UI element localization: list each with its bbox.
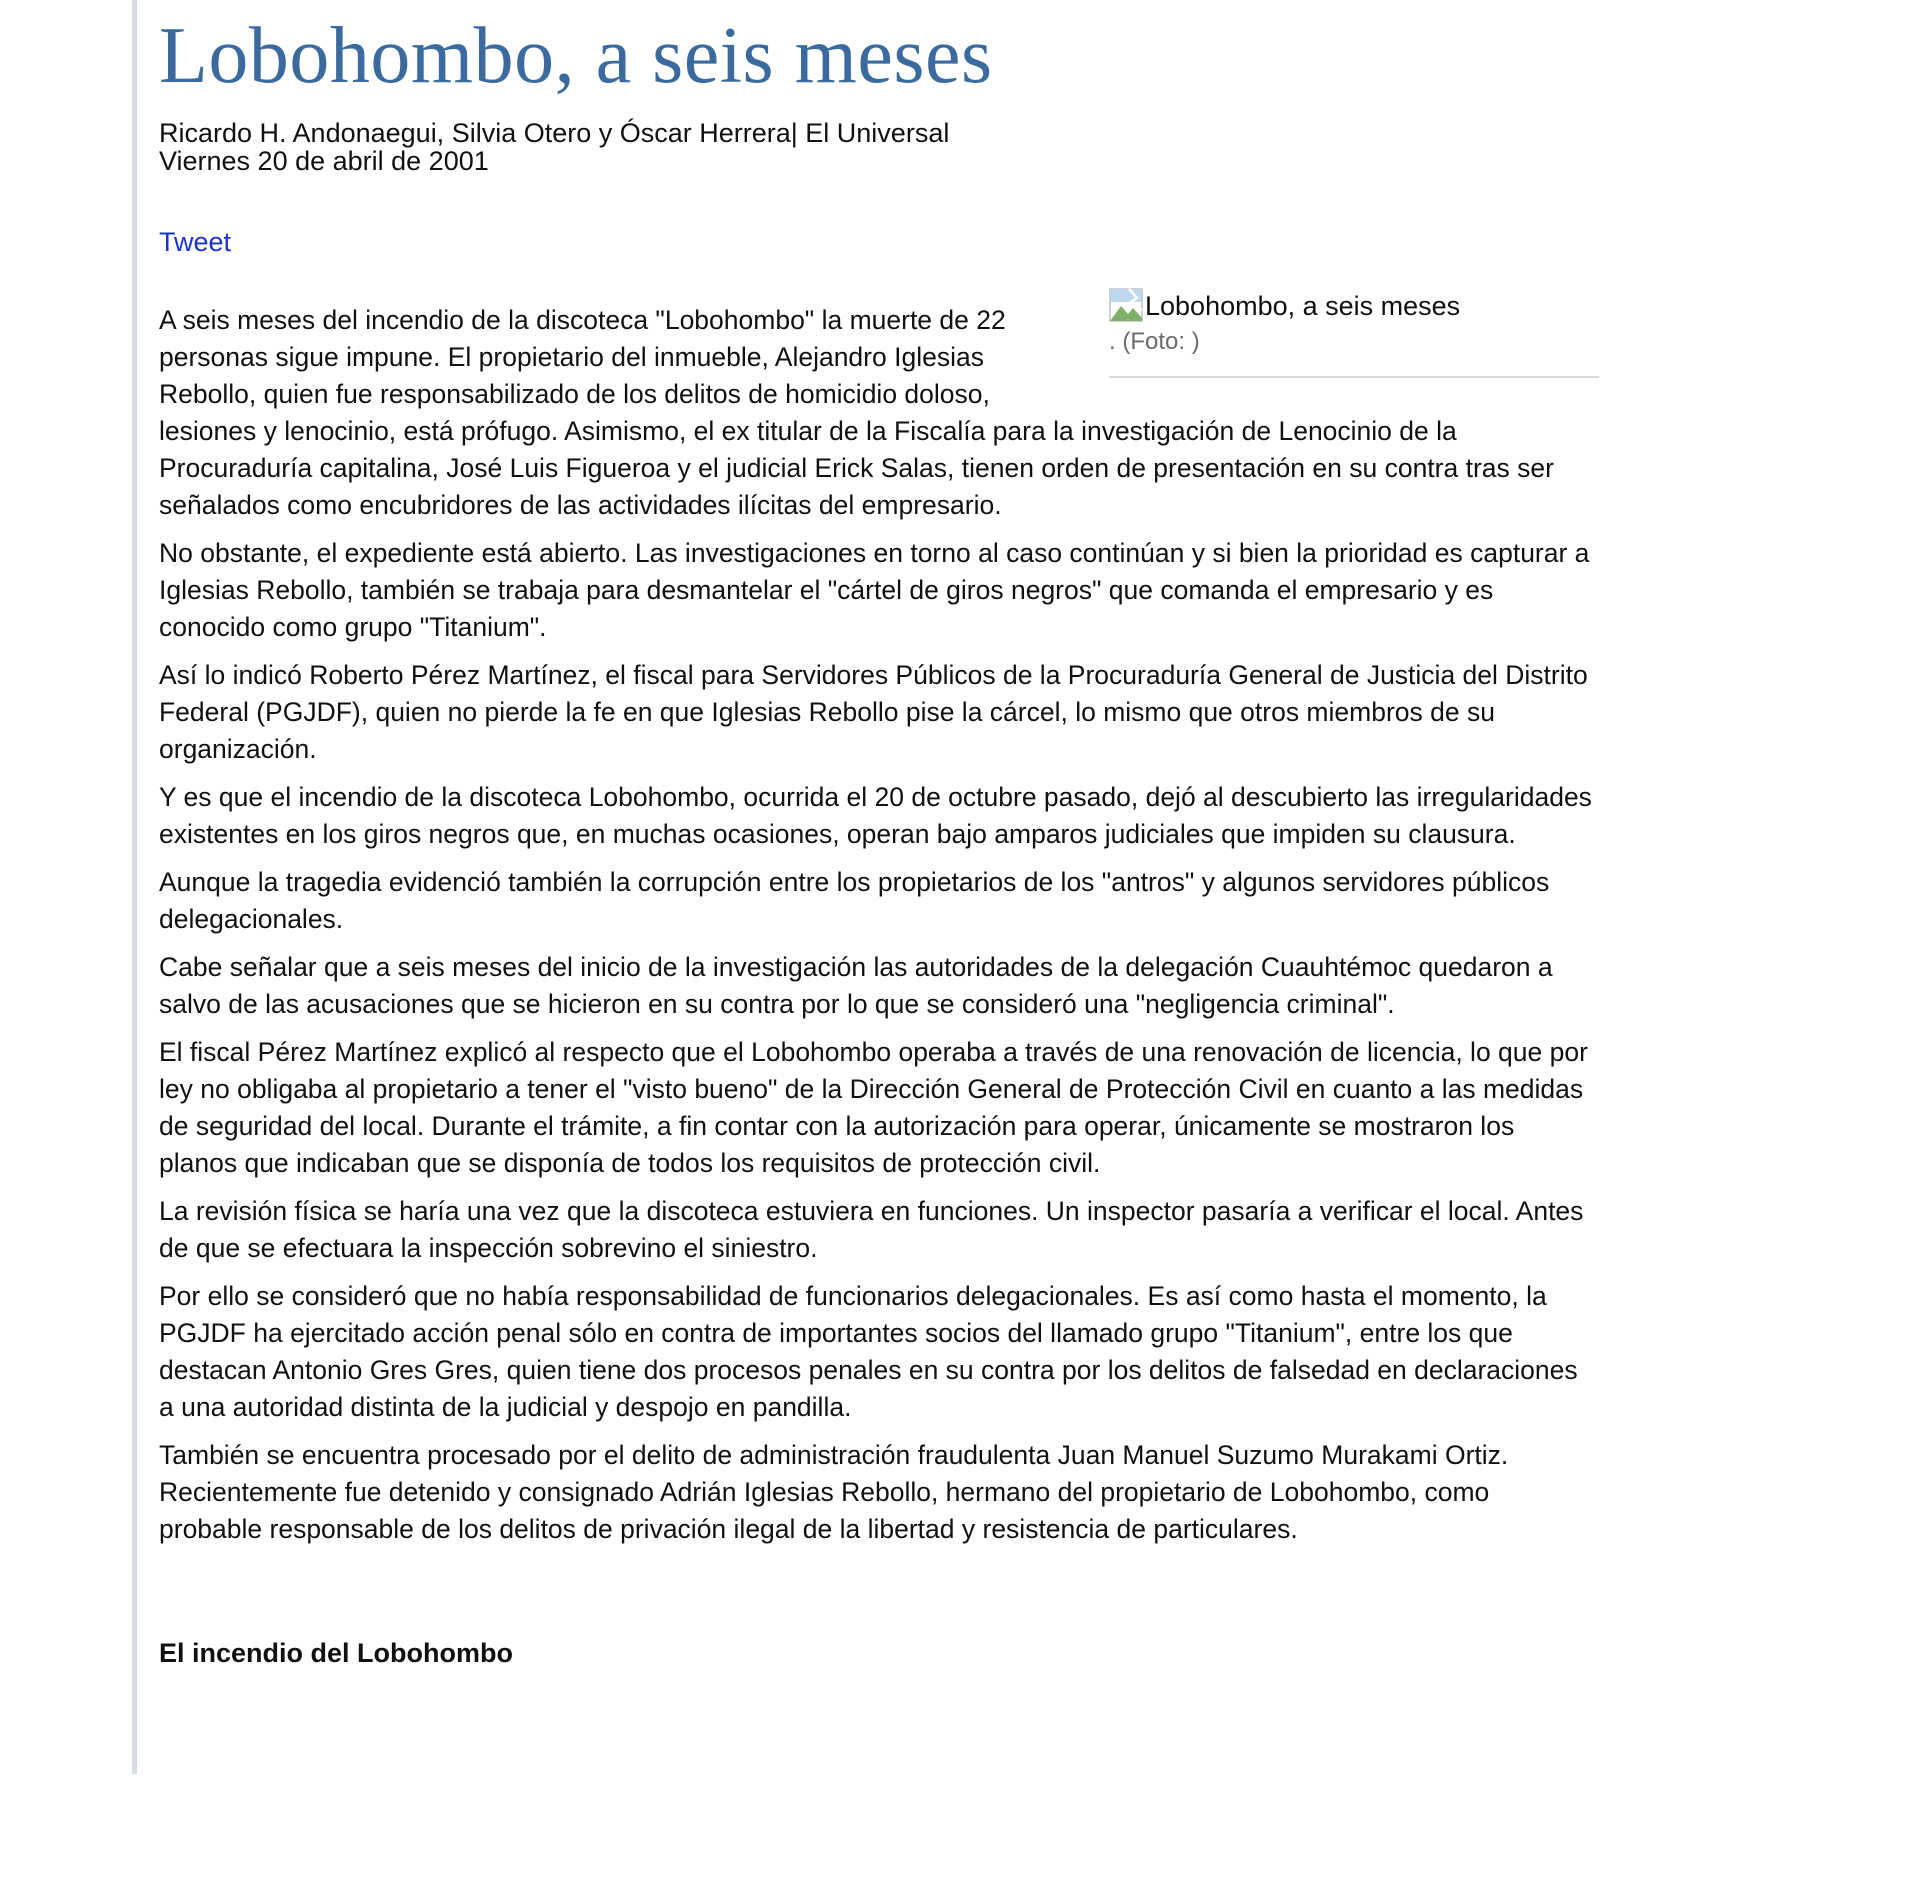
paragraph: Por ello se consideró que no había responsabilidad de funcionarios delegacionales. Es así como hasta el momento, la PGJDF ha ejercitado acción penal sólo en contra de importantes socios del llamado grupo "Titanium", entre los que destacan Antonio Gres Gres, quien tiene dos procesos penales en su contra por los delitos de falsedad en declaraciones a una autoridad distinta de la judicial y despojo en pandilla. <box>159 1281 1578 1422</box>
photo-box <box>1109 288 1599 378</box>
paragraph: Y es que el incendio de la discoteca Lobohombo, ocurrida el 20 de octubre pasado, dejó al descubierto las irregularidades existentes en los giros negros que, en muchas ocasiones, operan bajo amparos judiciales que impiden su clausura. <box>159 782 1592 849</box>
paragraph: El fiscal Pérez Martínez explicó al respecto que el Lobohombo operaba a través de una renovación de licencia, lo que por ley no obligaba al propietario a tener el "visto bueno" de la Dirección General de Protección Civil en cuanto a las medidas de seguridad del local. Durante el trámite, a fin contar con la autorización para operar, únicamente se mostraron los planos que indicaban que se disponía de todos los requisitos de protección civil. <box>159 1037 1588 1178</box>
paragraph: A seis meses del incendio de la discoteca "Lobohombo" la muerte de 22 personas sigue impune. El propietario del inmueble, Alejandro Iglesias Rebollo, quien fue responsabilizado de los delitos de homicidio doloso, lesiones y lenocinio, está prófugo. Asimismo, el ex titular de la Fiscalía para la investigación de Lenocinio de la Procuraduría capitalina, José Luis Figueroa y el judicial Erick Salas, tienen orden de presentación en su contra tras ser señalados como encubridores de las actividades ilícitas del empresario. <box>159 305 1554 520</box>
article-title: Lobohombo, a seis meses <box>159 12 993 100</box>
paragraph: No obstante, el expediente está abierto. Las investigaciones en torno al caso continúan y si bien la prioridad es capturar a Iglesias Rebollo, también se trabaja para desmantelar el "cártel de giros negros" que comanda el empresario y es conocido como grupo "Titanium". <box>159 538 1590 642</box>
photo-alt-text: Lobohombo, a seis meses <box>1145 291 1461 321</box>
article <box>159 0 1599 1669</box>
page-left-rule <box>132 0 137 1774</box>
article-meta <box>159 119 1599 175</box>
photo-image <box>1109 288 1599 322</box>
paragraph: Así lo indicó Roberto Pérez Martínez, el fiscal para Servidores Públicos de la Procuraduría General de Justicia del Distrito Federal (PGJDF), quien no pierde la fe en que Iglesias Rebollo pise la cárcel, lo mismo que otros miembros de su organización. <box>159 660 1588 764</box>
tweet-link[interactable]: Tweet <box>159 227 232 257</box>
photo-caption: . (Foto: ) <box>1109 328 1200 355</box>
broken-image-icon <box>1109 288 1143 322</box>
paragraph: La revisión física se haría una vez que la discoteca estuviera en funciones. Un inspector pasaría a verificar el local. Antes de que se efectuara la inspección sobrevino el siniestro. <box>159 1196 1584 1263</box>
article-date: Viernes 20 de abril de 2001 <box>159 146 489 176</box>
paragraph: También se encuentra procesado por el delito de administración fraudulenta Juan Manuel Suzumo Murakami Ortiz. Recientemente fue detenido y consignado Adrián Iglesias Rebollo, hermano del propietario de Lobohombo, como probable responsable de los delitos de privación ilegal de la libertad y resistencia de particulares. <box>159 1440 1509 1544</box>
section-subhead: El incendio del Lobohombo <box>159 1638 513 1668</box>
article-byline: Ricardo H. Andonaegui, Silvia Otero y Óscar Herrera| El Universal <box>159 118 950 148</box>
paragraph: Aunque la tragedia evidenció también la corrupción entre los propietarios de los "antros" y algunos servidores públicos delegacionales. <box>159 867 1550 934</box>
article-body <box>159 258 1599 1548</box>
paragraph: Cabe señalar que a seis meses del inicio de la investigación las autoridades de la delegación Cuauhtémoc quedaron a salvo de las acusaciones que se hicieron en su contra por lo que se consideró una "negligencia criminal". <box>159 952 1553 1019</box>
